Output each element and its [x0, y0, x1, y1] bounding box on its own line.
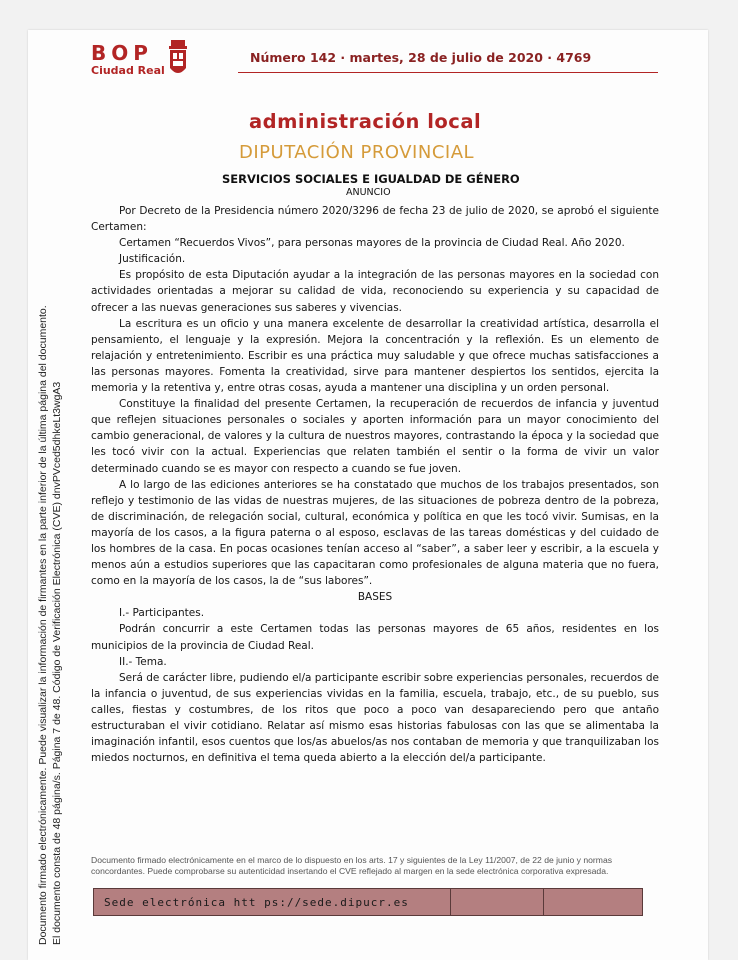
paragraph: Podrán concurrir a este Certamen todas las personas mayores de 65 años, residentes en los municipios de la provincia de Ciudad Real.: [91, 623, 659, 652]
issue-line: Número 142 · martes, 28 de julio de 2020 · 4769: [250, 50, 592, 65]
paragraph: Constituye la finalidad del presente Certamen, la recuperación de recuerdos de infancia y juventud que reflejen situaciones personales o sociales y aporten información para un mayor conocimiento del cambio generacional, de valores y la cultura de nuestros mayores, contrastando la época y la sociedad que les tocó vivir con la actual. Experiencias que relaten también el sentir o la forma de vivir un valor determinado cuando se es mayor con respecto a cuando se fue joven.: [91, 398, 659, 475]
footer-note: Documento firmado electrónicamente en el marco de lo dispuesto en los arts. 17 y siguientes de la Ley 11/2007, de 22 de junio y normas concordantes. Puede comprobarse su autenticidad insertando el CVE reflejado al margen en la sede electrónica corporativa expresada.: [91, 855, 613, 876]
document-body: [91, 203, 659, 766]
paragraph: Es propósito de esta Diputación ayudar a la integración de las personas mayores en la sociedad con actividades orientadas a mejorar su calidad de vida, reconociendo su experiencia y su capacidad de ofrecer a las nuevas generaciones sus saberes y vivencias.: [91, 269, 659, 314]
footer-cell: [451, 889, 544, 915]
vertical-margin-note: [36, 245, 64, 945]
section-title: administración local: [249, 110, 482, 133]
header-divider: [238, 72, 658, 73]
footer-bar: [93, 888, 643, 916]
paragraph: I.- Participantes.: [119, 607, 205, 620]
paragraph: Será de carácter libre, pudiendo el/a participante escribir sobre experiencias personales, recuerdos de la infancia o juventud, de sus experiencias vividas en la familia, escuela, trabajo, etc., de su pueblo, sus calles, fiestas y costumbres, de los ritos que poco a poco van desapareciendo pero que antaño estructuraban el vivir cotidiano. Relatar así mismo esas historias fabulosas con las que se alimentaba la imaginación infantil, esos cuentos que los/as abuelos/as nos contaban de memoria y que tranquilizaban los miedos nocturnos, en definitiva el tema queda abierto a la elección del/a participante.: [91, 671, 659, 765]
document-kind: ANUNCIO: [346, 187, 391, 198]
paragraph: La escritura es un oficio y una manera excelente de desarrollar la creatividad artística, desarrolla el pensamiento, el lenguaje y la expresión. Mejora la concentración y la reflexión. Es un elemento de relajación y entretenimiento. Escribir es una práctica muy saludable y que ofrece muchas satisfacciones a las personas mayores. Fomenta la creatividad, sirve para mantener despiertos los sentidos, ejercita la memoria y la retentiva y, entre otras cosas, ayuda a mantener una disciplina y un orden personal.: [91, 317, 659, 395]
paragraph: Por Decreto de la Presidencia número 2020/3296 de fecha 23 de julio de 2020, se aprobó el siguiente Certamen:: [91, 205, 659, 234]
logo-word: BOP: [91, 41, 153, 65]
margin-note-line-1: Documento firmado electrónicamente. Puede visualizar la información de firmantes en la parte inferior de la última página del documento.: [37, 305, 49, 945]
paragraph: Certamen “Recuerdos Vivos”, para personas mayores de la provincia de Ciudad Real. Año 2020.: [119, 237, 625, 250]
sede-link[interactable]: Sede electrónica htt ps://sede.dipucr.es: [104, 895, 409, 909]
sede-cell: [94, 889, 451, 915]
footer-cell: [544, 889, 642, 915]
margin-note-line-2: El documento consta de 48 página/s. Página 7 de 48. Código de Verificación Electrónica (CVE) dnvPVced5dhkeLt3wgA3: [51, 381, 63, 945]
paragraph: Justificación.: [119, 253, 186, 266]
bop-logo: [91, 42, 165, 78]
paragraph: A lo largo de las ediciones anteriores se ha constatado que muchos de los trabajos presentados, son reflejo y testimonio de las vidas de nuestras mujeres, de las situaciones de pobreza dentro de la pobreza, de discriminación, de relegación social, cultural, económica y política en que les tocó vivir. Sumisas, en la mayoría de los casos, a la figura paterna o al esposo, esclavas de las tareas domésticas y del cuidado de los hombres de la casa. En pocas ocasiones tenían acceso al “saber”, a saber leer y escribir, a la escuela y menos aún a estudios superiores que las capacitaran como profesionales de alguna materia que no fuera, como en la mayoría de los casos, la de “sus labores”.: [91, 478, 659, 588]
logo-subtitle: Ciudad Real: [91, 64, 165, 77]
coat-of-arms-icon: [168, 40, 188, 78]
bases-heading: BASES: [357, 591, 393, 604]
document-heading: SERVICIOS SOCIALES E IGUALDAD DE GÉNERO: [222, 172, 520, 186]
paragraph: II.- Tema.: [119, 655, 167, 668]
section-subtitle: DIPUTACIÓN PROVINCIAL: [239, 142, 475, 163]
